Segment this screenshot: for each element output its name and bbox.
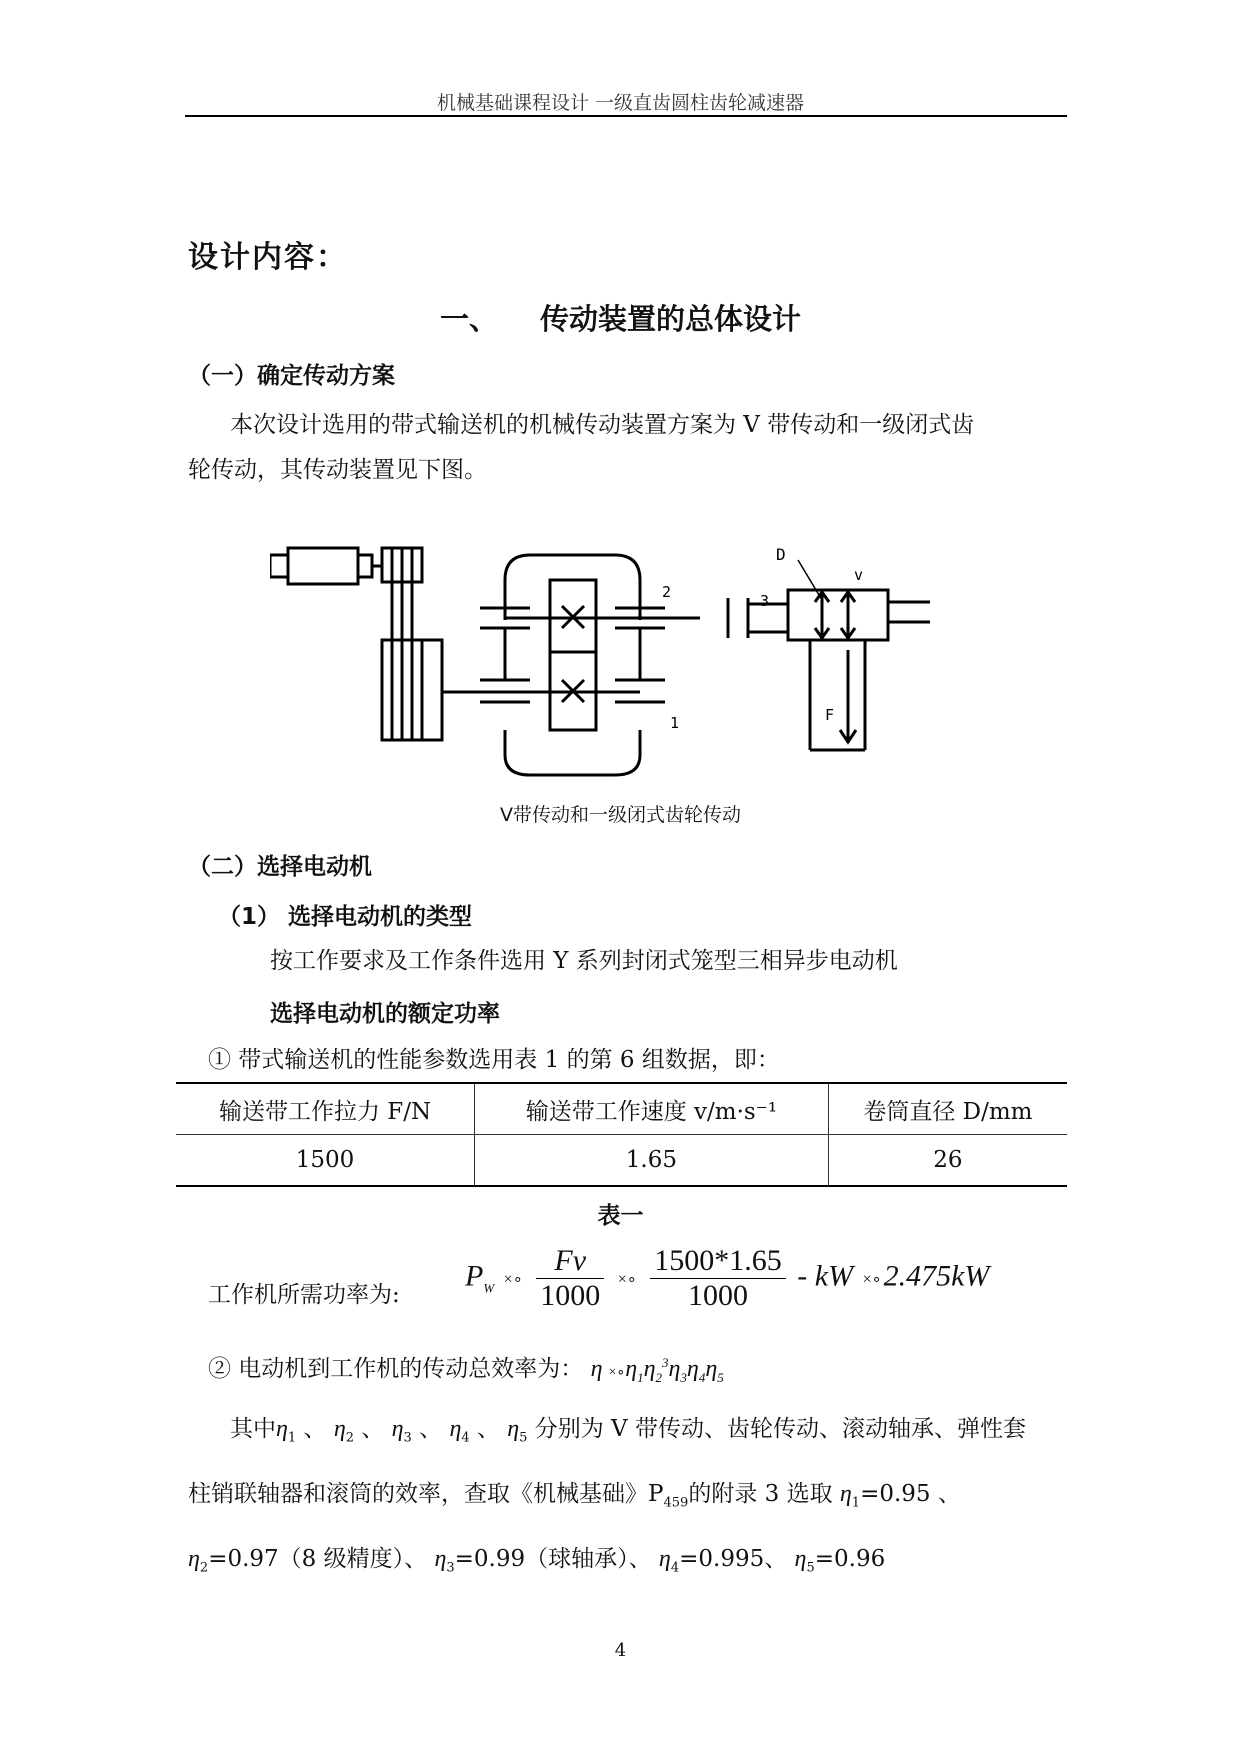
formula-fraction: $\frac{1500*1.65}{1000}$: [650, 1244, 786, 1313]
diagram-label-2: 2: [662, 583, 672, 601]
formula-lhs: P: [465, 1259, 484, 1293]
table-cell: 1500: [176, 1135, 475, 1187]
paragraph-line: 其中$\eta_1$ 、 $\eta_2$ 、 $\eta_3$ 、 $\eta_4$ 、 $\eta_5$ 分别为 V 带传动、齿轮传动、滚动轴承、弹性套: [230, 1416, 1026, 1446]
formula-fraction: $\frac{Fv}{1000}$: [536, 1244, 604, 1313]
diagram-label-1: 1: [670, 714, 680, 732]
paragraph-line: $\eta_2=0.97(8$ 级精度）、 $\eta_3=0.99$（球轴承）、 $\eta_4=0.995$、 $\eta_5=0.96$: [188, 1546, 886, 1576]
section-title: 设计内容：: [188, 240, 348, 275]
page-header: 机械基础课程设计 一级直齿圆柱齿轮减速器: [436, 92, 805, 114]
item-title-2: 选择电动机的额定功率: [270, 1001, 500, 1027]
table-header-row: [176, 1083, 1067, 1135]
power-formula: [465, 1244, 989, 1313]
item-title-1: （1） 选择电动机的类型: [218, 904, 473, 930]
gearbox-housing-top: [505, 555, 640, 620]
paragraph-line: 按工作要求及工作条件选用 Y 系列封闭式笼型三相异步电动机: [270, 948, 898, 974]
table-cell: 26: [828, 1135, 1067, 1187]
total-efficiency-formula: $\eta \times\circ\eta_1\eta_2^3\eta_3\eta_4\eta_5$: [590, 1355, 724, 1385]
formula-symbol: ×∘: [617, 1270, 637, 1288]
diagram-label-F: F: [825, 706, 835, 724]
gear-pair: [550, 580, 596, 730]
diagram-label-v: v: [854, 566, 864, 584]
motor-body: [288, 548, 358, 584]
diagram-label-D: D: [776, 545, 786, 564]
formula-label: 工作机所需功率为:: [208, 1282, 400, 1308]
subsection-title-1: （一）确定传动方案: [188, 363, 395, 389]
table-cell: 1.65: [475, 1135, 829, 1187]
diagram-label-3: 3: [760, 592, 770, 610]
formula-symbol: ×∘: [862, 1270, 882, 1288]
motor-end: [270, 555, 288, 577]
paragraph-line: 本次设计选用的带式输送机的机械传动装置方案为 V 带传动和一级闭式齿: [230, 412, 975, 438]
header-rule: [185, 115, 1067, 117]
formula-result: 2.475kW: [883, 1259, 990, 1293]
performance-table: [176, 1082, 1067, 1187]
chapter-heading: [0, 297, 1241, 338]
table-header-cell: 输送带工作拉力 F/N: [176, 1083, 475, 1135]
table-header-cell: 输送带工作速度 v/m·s⁻¹: [475, 1083, 829, 1135]
efficiency-line: ② 电动机到工作机的传动总效率为： $\eta \times\circ\eta_1\eta_2^3\eta_3\eta_4\eta_5$: [208, 1355, 724, 1385]
gearbox-housing-bottom: [505, 730, 640, 775]
subsection-title-2: （二）选择电动机: [188, 854, 372, 880]
diagram-caption: V带传动和一级闭式齿轮传动: [500, 804, 741, 826]
table-caption: 表一: [597, 1203, 644, 1229]
table-header-cell: 卷筒直径 D/mm: [828, 1083, 1067, 1135]
paragraph-line: 柱销联轴器和滚筒的效率，查取《机械基础》$P_{459}$的附录 3 选取 $\eta_1=0.95$ 、: [188, 1481, 961, 1511]
paragraph-line: ① 带式输送机的性能参数选用表 1 的第 6 组数据，即：: [208, 1047, 780, 1073]
page-number: 4: [614, 1640, 627, 1661]
table-row: [176, 1135, 1067, 1187]
paragraph-line: 轮传动，其传动装置见下图。: [188, 457, 487, 483]
transmission-diagram: [270, 540, 970, 790]
formula-unit: - kW: [797, 1259, 854, 1293]
formula-lhs-sub: W: [483, 1280, 495, 1296]
chapter-title: 传动装置的总体设计: [540, 302, 802, 336]
drum: [788, 590, 888, 640]
chapter-number: 一、: [439, 302, 498, 336]
formula-symbol: ×∘: [503, 1270, 523, 1288]
